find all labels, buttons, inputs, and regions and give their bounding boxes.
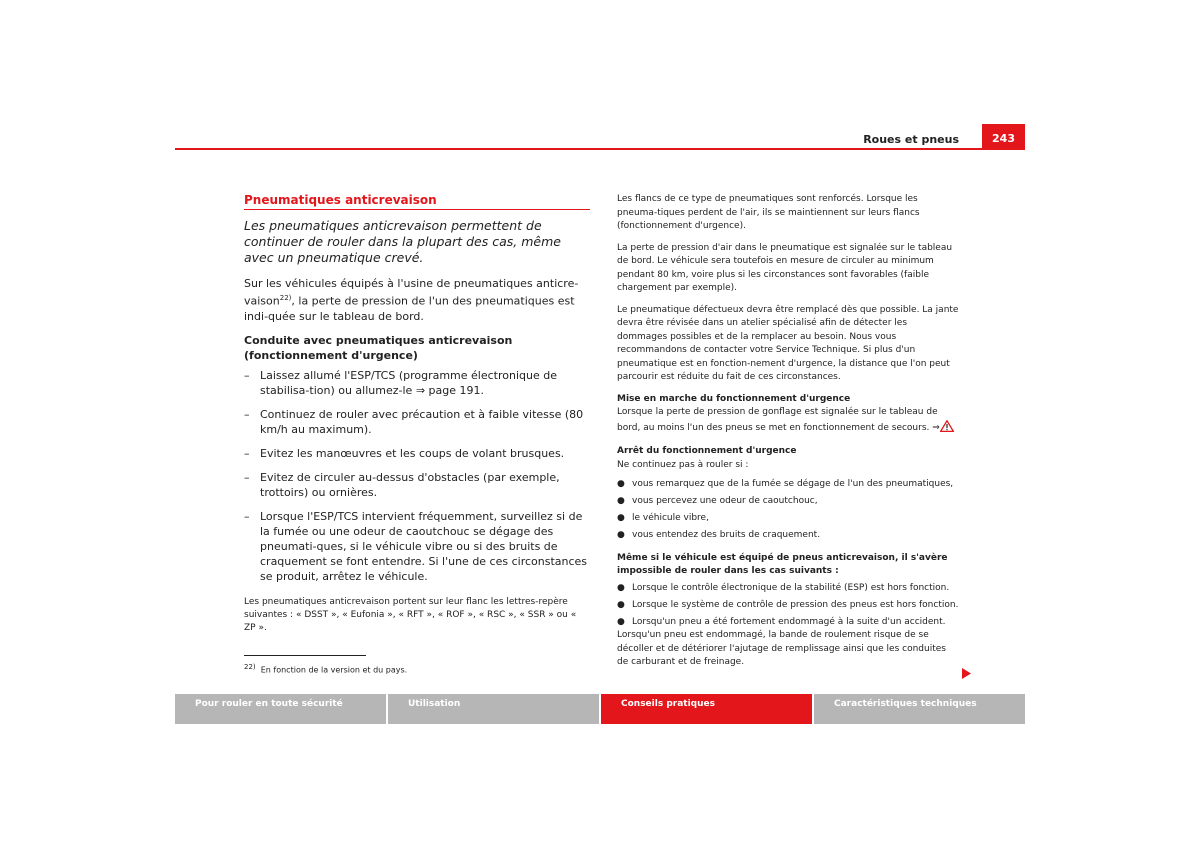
bullet-icon: ●: [617, 530, 625, 540]
paragraph: La perte de pression d'air dans le pneumatique est signalée sur le tableau de bord. Le véhicule sera toutefois en mesure de circuler au minimum pendant 80 km, voire plus si les circonstances sont favorables (faible chargement par exemple).: [617, 242, 953, 293]
list-item-text: vous remarquez que de la fumée se dégage de l'un des pneumatiques,: [632, 479, 954, 489]
bullet-icon: ●: [617, 582, 625, 593]
intro-text: Les pneumatiques anticrevaison permettent de continuer de rouler dans la plupart des cas, même avec un pneumatique crevé.: [244, 218, 561, 265]
nav-tab-conseils-pratiques[interactable]: Conseils pratiques: [601, 694, 812, 724]
dash-marker: –: [244, 446, 250, 460]
subheading: Mise en marche du fonctionnement d'urgence: [617, 393, 851, 404]
list-item-text: vous percevez une odeur de caoutchouc,: [632, 496, 818, 506]
subheading: Arrêt du fonctionnement d'urgence: [617, 446, 797, 456]
bullet-icon: ●: [617, 513, 625, 523]
footnote-ref[interactable]: 22): [279, 294, 292, 302]
list-item-text: le véhicule vibre,: [632, 513, 709, 523]
footnote-text: En fonction de la version et du pays.: [260, 665, 408, 675]
left-column: [244, 193, 590, 635]
paragraph: [244, 276, 590, 324]
list-item-text: Lorsque l'ESP/TCS intervient fréquemment, surveillez si de la fumée ou une odeur de caoutchouc se dégage des pneumati-ques, si le véhicule vibre ou si des bruits de craquement se font entendre. Si l'une de ces circonstances se produit, arrêtez le véhicule.: [260, 509, 588, 583]
nav-tab-caracteristiques[interactable]: Caractéristiques techniques: [814, 694, 1025, 724]
bullet-icon: ●: [617, 496, 625, 506]
section-title: Pneumatiques anticrevaison: [244, 193, 590, 210]
footnote: [244, 663, 407, 675]
list-item-text: vous entendez des bruits de craquement.: [632, 530, 821, 540]
paragraph: Ne continuez pas à rouler si :: [617, 459, 749, 470]
page-link[interactable]: page 191.: [428, 383, 484, 397]
paragraph: Lorsqu'un pneu est endommagé, la bande de roulement risque de se décoller et de détériorer l'ajutage de remplissage ainsi que les conduites de carburant et de freinage.: [617, 630, 946, 667]
text-span: , la perte de pression de l'un des pneumatiques est indi-quée sur le tableau de bord.: [244, 294, 575, 323]
ref-arrow-icon: ⇒: [932, 422, 940, 433]
page-ref-arrow-icon: ⇒: [415, 383, 426, 397]
page-number: 243: [982, 124, 1025, 149]
list-item-text: Laissez allumé l'ESP/TCS (programme électronique de stabilisa-tion) ou allumez-le: [260, 368, 557, 397]
list-item-text: Lorsque le système de contrôle de pression des pneus est hors fonction.: [632, 599, 959, 610]
list-item-text: Evitez les manœuvres et les coups de volant brusques.: [260, 446, 565, 460]
nav-tab-utilisation[interactable]: Utilisation: [388, 694, 599, 724]
text-span: Lorsque la perte de pression de gonflage est signalée sur le tableau de bord, au moins l'un des pneus se met en fonctionnement de secours.: [617, 407, 938, 433]
list-item-text: Continuez de rouler avec précaution et à faible vitesse (80 km/h au maximum).: [260, 407, 584, 436]
dash-marker: –: [244, 470, 250, 484]
list-item: [617, 582, 960, 596]
dash-marker: –: [244, 509, 250, 523]
list-item: [244, 470, 590, 500]
bullet-icon: ●: [617, 599, 625, 610]
list-item: [244, 446, 590, 461]
dash-marker: –: [244, 368, 250, 382]
header-title: Roues et pneus: [863, 133, 959, 146]
list-item: [617, 495, 960, 509]
paragraph: Les flancs de ce type de pneumatiques sont renforcés. Lorsque les pneuma-tiques perdent de l'air, ils se maintiennent sur leurs flancs (fonctionnement d'urgence).: [617, 194, 920, 231]
list-item: [617, 599, 960, 613]
list-item: [617, 529, 960, 543]
list-item-text: Lorsque le contrôle électronique de la stabilité (ESP) est hors fonction.: [632, 582, 950, 593]
chapter-nav: [175, 694, 1025, 724]
dash-marker: –: [244, 407, 250, 421]
list-item: [244, 407, 590, 437]
bullet-icon: ●: [617, 479, 625, 489]
bullet-icon: ●: [617, 616, 625, 627]
list-item: [244, 368, 590, 398]
header-rule: [175, 148, 1025, 150]
list-item: [617, 478, 960, 492]
paragraph: [617, 406, 960, 437]
list-item-text: Lorsqu'un pneu a été fortement endommagé à la suite d'un accident.: [632, 616, 946, 627]
list-item: [617, 616, 960, 630]
paragraph: Le pneumatique défectueux devra être remplacé dès que possible. La jante devra être révisée dans un atelier spécialisé afin de détecter les dommages possibles et de la remplacer au besoin. Nous vous recommandons de contacter votre Service Technique. Si plus d'un pneumatique est en fonction-nement d'urgence, la distance que l'on peut parcourir est réduite du fait de ces circonstances.: [617, 304, 959, 382]
footnote-mark: 22): [244, 663, 256, 671]
warning-triangle-icon[interactable]: [940, 420, 954, 438]
subheading: Même si le véhicule est équipé de pneus anticrevaison, il s'avère impossible de rouler dans les cas suivants :: [617, 552, 948, 576]
list-item-text: Evitez de circuler au-dessus d'obstacles (par exemple, trottoirs) ou ornières.: [260, 470, 560, 499]
text-span: Sur les véhicules équipés à l'usine de pneumatiques anticre-vaison: [244, 277, 579, 308]
subheading: Conduite avec pneumatiques anticrevaison (fonctionnement d'urgence): [244, 333, 513, 362]
list-item: [617, 512, 960, 526]
list-item: [244, 509, 590, 584]
nav-tab-securite[interactable]: Pour rouler en toute sécurité: [175, 694, 386, 724]
right-column: [617, 193, 960, 678]
footnote-rule: [244, 655, 366, 656]
small-paragraph: Les pneumatiques anticrevaison portent sur leur flanc les lettres-repère suivantes : « DSST », « Eufonia », « RFT », « ROF », « RSC », « SSR » ou « ZP ».: [244, 596, 577, 633]
next-page-arrow-icon[interactable]: [962, 664, 971, 683]
